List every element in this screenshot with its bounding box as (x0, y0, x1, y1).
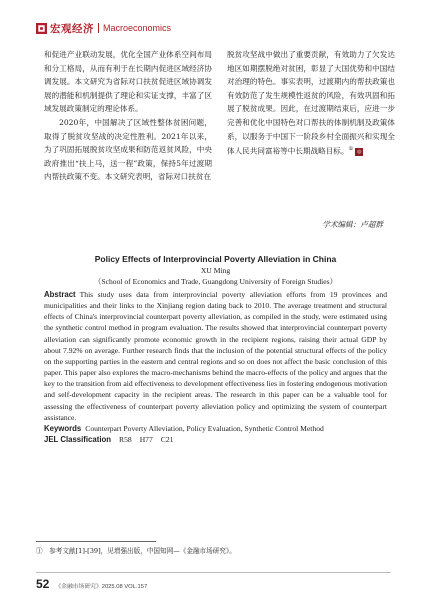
section-logo-icon (36, 23, 47, 34)
footnote: ① 参考文献[1]-[39]，见增强出版，中国知网—《金融市场研究》。 (36, 547, 236, 555)
keywords (44, 423, 387, 435)
abstract-text: This study uses data from interprovincial poverty alleviation efforts from 19 provinces and municipalities and their links to the Xinjiang region dating back to 2010. The average treatment and structural effects of China's interprovincial counterpart poverty alleviation, as compiled in the study, were estimated using the synthetic control method in program evaluation. The results showed that interprovincial counterpart poverty alleviation can significantly promote economic growth in the recipient regions, raising their actual GDP by about 7.92% on average. Further research finds that the inclusion of the potential structural effects of the policy on the supporting parties in the eastern and central regions and so on does not affect the basic conclusion of this paper. This paper also explores the macro-mechanisms behind the macro-effects of the policy and argues that the key to the transition from aid effectiveness to development effectiveness lies in fostering endogenous motivation and self-development capacity in the recipient areas. The research in this paper can be a valuable tool for assessing the effectiveness of counterpart poverty alleviation policy and optimizing the system of counterpart assistance. (44, 290, 387, 422)
body-column-left (44, 48, 212, 184)
abstract (44, 289, 387, 423)
end-of-article-badge-icon: ◎ (357, 148, 362, 155)
body-column-right (227, 48, 395, 158)
english-title: Policy Effects of Interprovincial Poverty Alleviation in China (94, 254, 337, 264)
section-title-cn: 宏观经济 (50, 22, 94, 35)
paragraph-text: 脱贫攻坚战中做出了重要贡献，有效助力了欠发达地区如期摆脱绝对贫困，彰显了大国优势和中国结对治理的特色。事实表明，过渡期内的帮扶政策也有效防范了发生规模性返贫的风险，有效巩固和拓展了脱贫成果。因此，在过渡期结束后，应进一步完善和优化中国特色对口帮扶的体制机制及政策体系，以服务于中国下一阶段乡村全面振兴和实现全体人民共同富裕等中长期战略目标。 (227, 50, 395, 156)
section-header (36, 20, 171, 36)
page-number: 52 (36, 577, 50, 591)
english-author: XU Ming (200, 266, 231, 275)
english-affiliation: （School of Economics and Trade, Guangdong University of Foreign Studies） (93, 277, 338, 286)
paragraph: 2020年，中国解决了区域性整体贫困问题，取得了脱贫攻坚战的决定性胜利。2021年以来，为了巩固拓展脱贫攻坚成果和防范返贫风险，中央政府推出“扶上马，送一程”政策，保持5年过渡期内帮扶政策不变。本文研究表明，省际对口扶贫在 (44, 117, 212, 182)
keywords-text: Counterpart Poverty Alleviation, Policy Evaluation, Synthetic Control Method (85, 423, 324, 433)
footnote-divider (36, 541, 156, 542)
english-abstract-section (44, 254, 387, 446)
jel-label: JEL Classification (44, 435, 112, 445)
jel-classification (44, 434, 387, 446)
section-title-en: Macroeconomics (103, 23, 172, 33)
jel-code: H77 (139, 435, 153, 445)
jel-code: C21 (160, 435, 174, 445)
header-divider (98, 23, 99, 33)
paragraph (227, 48, 395, 158)
footnote-marker[interactable]: ① (348, 146, 354, 153)
journal-info: 《金融市场研究》2025.08 VOL.157 (55, 584, 148, 590)
paragraph: 和促进产业联动发展，优化全国产业体系空间布局和分工格局，从而有利于在长期内促进区域经济协调发展。本文研究为省际对口扶贫促进区域协调发展的潜能和机制提供了理论和实证支撑，丰富了区域发展政策制定的理论体系。 (44, 50, 212, 114)
footer-divider (36, 572, 391, 573)
page-footer (36, 577, 147, 591)
academic-editor: 学术编辑：卢超群 (322, 220, 383, 229)
keywords-label: Keywords (44, 423, 82, 433)
abstract-label: Abstract (44, 290, 76, 299)
jel-code: R58 (119, 435, 132, 445)
